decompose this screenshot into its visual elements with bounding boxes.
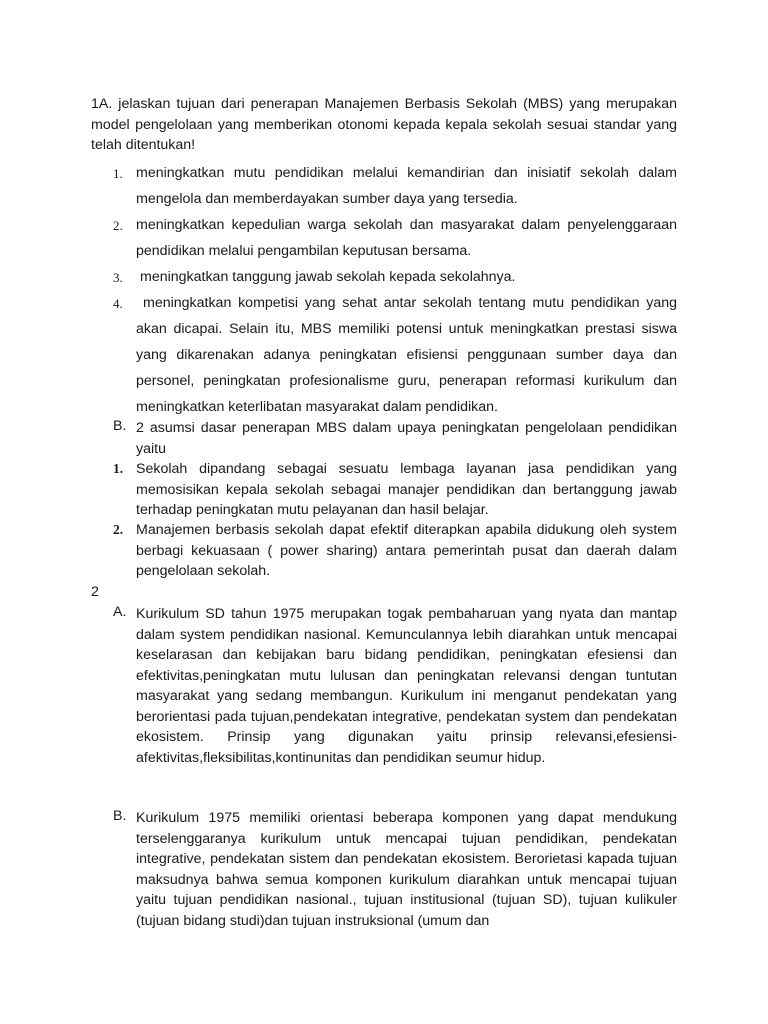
list-item-text: meningkatkan kepedulian warga sekolah dan masyarakat dalam penyelenggaraan pendidikan melalui pengambilan keputusan bersama.: [136, 217, 677, 259]
list-item-text: meningkatkan mutu pendidikan melalui kemandirian dan inisiatif sekolah dalam mengelola dan memberdayakan sumber daya yang tersedia.: [136, 165, 677, 207]
list-number: 4.: [113, 296, 123, 311]
section-letter: A.: [113, 604, 127, 620]
question-1b-heading: 2 asumsi dasar penerapan MBS dalam upaya peningkatan pengelolaan pendidikan yaitu: [136, 420, 677, 457]
list-item-text: meningkatkan tanggung jawab sekolah kepada sekolahnya.: [140, 269, 516, 285]
section-letter: B.: [113, 808, 127, 824]
section-2b-text: Kurikulum 1975 memiliki orientasi beberapa komponen yang dapat mendukung terselenggaranya kurikulum untuk mencapai tujuan pendidikan, pendekatan integrative, pendekatan sistem dan pendekatan ekosistem. Berorietasi kapada tujuan maksudnya bahwa semua komponen kurikulum diarahkan untuk mencapai tujuan yaitu tujuan pendidikan nasional., tujuan institusional (tujuan SD), tujuan kulikuler (tujuan bidang studi)dan tujuan instruksional (umum dan: [136, 810, 677, 929]
list-number: 1.: [113, 461, 124, 476]
question-1a-heading: 1A. jelaskan tujuan dari penerapan Manajemen Berbasis Sekolah (MBS) yang merupakan model pengelolaan yang memberikan otonomi kepada kepala sekolah sesuai standar yang telah ditentukan!: [91, 96, 677, 153]
section-number: 2: [91, 584, 99, 600]
list-item-text: Manajemen berbasis sekolah dapat efektif diterapkan apabila didukung oleh system berbagi kekuasaan ( power sharing) antara pemerintah pusat dan daerah dalam pengelolaan sekolah.: [136, 522, 677, 579]
list-number: 1.: [113, 166, 123, 181]
list-item-text: Sekolah dipandang sebagai sesuatu lembaga layanan jasa pendidikan yang memosisikan kepala sekolah sebagai manajer pendidikan dan bertanggung jawab terhadap peningkatan mutu pelayanan dan hasil belajar.: [136, 461, 677, 518]
section-letter: B.: [113, 418, 127, 434]
section-2a-text: Kurikulum SD tahun 1975 merupakan togak pembaharuan yang nyata dan mantap dalam system pendidikan nasional. Kemunculannya lebih diarahkan untuk mencapai keselarasan dan kebijakan baru bidang pendidikan, peningkatan efesiensi dan efektivitas,peningkatan mutu lulusan dan peningkatan relevansi dengan tuntutan masyarakat yang sedang membangun. Kurikulum ini menganut pendekatan yang berorientasi pada tujuan,pendekatan integrative, pendekatan system dan pendekatan ekosistem. Prinsip yang digunakan yaitu prinsip relevansi,efesiensi-afektivitas,fleksibilitas,kontinunitas dan pendidikan seumur hidup.: [136, 606, 677, 766]
list-number: 2.: [113, 522, 124, 537]
list-number: 3.: [113, 270, 123, 285]
list-number: 2.: [113, 218, 123, 233]
list-item-text: meningkatkan kompetisi yang sehat antar sekolah tentang mutu pendidikan yang akan dicapai. Selain itu, MBS memiliki potensi untuk meningkatkan prestasi siswa yang dikarenakan adanya peningkatan efisiensi penggunaan sumber daya dan personel, peningkatan profesionalisme guru, penerapan reformasi kurikulum dan meningkatkan keterlibatan masyarakat dalam pendidikan.: [136, 295, 677, 415]
